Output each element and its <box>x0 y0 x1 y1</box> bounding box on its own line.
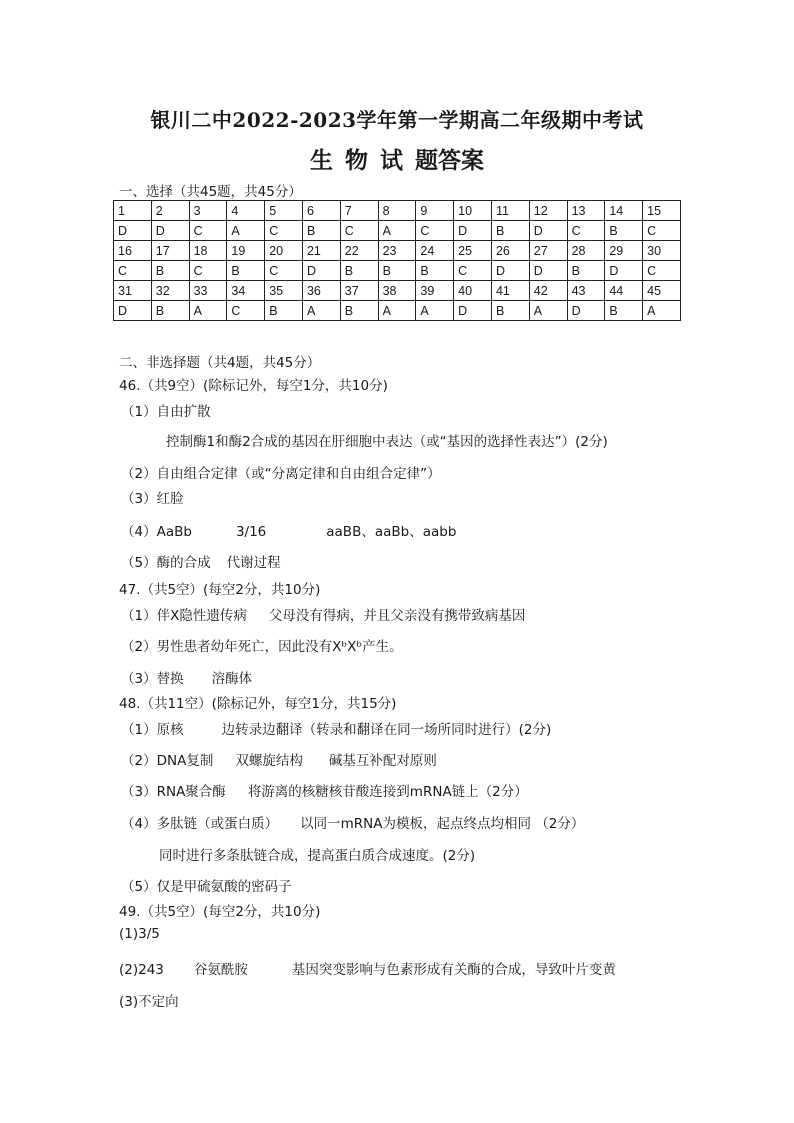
answer-cell: A <box>643 301 681 321</box>
answer-cell: A <box>189 301 227 321</box>
q46-answer-1b: 控制酶1和酶2合成的基因在肝细胞中表达（或“基因的选择性表达”）(2分) <box>166 434 608 450</box>
question-number-cell: 17 <box>151 241 189 261</box>
question-number-cell: 32 <box>151 281 189 301</box>
q49-answer-2 <box>119 958 616 978</box>
q48-answer-4b: 同时进行多条肽链合成，提高蛋白质合成速度。(2分) <box>159 848 476 864</box>
q48-answer-4 <box>121 812 584 832</box>
question-number-cell: 41 <box>491 281 529 301</box>
question-number-cell: 10 <box>454 201 492 221</box>
question-number-cell: 22 <box>340 241 378 261</box>
q46-answer-4-part: aaBB、aaBb、aabb <box>326 524 457 540</box>
question-number-cell: 40 <box>454 281 492 301</box>
subtitle-char: 试 <box>380 147 403 174</box>
q47-answer-1-part: （1）伴X隐性遗传病 <box>121 608 247 624</box>
answer-cell: D <box>454 301 492 321</box>
answer-cell: B <box>605 221 643 241</box>
question-number-cell: 31 <box>114 281 152 301</box>
question-number-cell: 35 <box>265 281 303 301</box>
question-number-cell: 25 <box>454 241 492 261</box>
q48-answer-2 <box>121 749 437 769</box>
answer-cell: C <box>114 261 152 281</box>
q48-answer-3-part: 将游离的核糖核苷酸连接到mRNA链上（2分） <box>247 784 528 800</box>
question-number-cell: 4 <box>227 201 265 221</box>
section-nonchoice-heading: 二、非选择题（共4题，共45分） <box>119 355 321 371</box>
question-number-cell: 8 <box>378 201 416 221</box>
answer-cell: C <box>643 261 681 281</box>
q48-answer-3-part: （3）RNA聚合酶 <box>121 784 226 800</box>
answer-cell: B <box>265 301 303 321</box>
answer-row <box>114 221 681 241</box>
q48-header: 48.（共11空）(除标记外，每空1分，共15分) <box>119 696 397 712</box>
question-number-cell: 11 <box>491 201 529 221</box>
question-number-cell: 30 <box>643 241 681 261</box>
q46-answer-5-part: 代谢过程 <box>226 555 281 571</box>
q46-answer-5 <box>121 551 281 571</box>
q48-answer-1-part: 边转录边翻译（转录和翻译在同一场所同时进行）(2分) <box>221 722 552 738</box>
q47-answer-3 <box>121 667 252 687</box>
question-number-cell: 1 <box>114 201 152 221</box>
q49-answer-2-part: 基因突变影响与色素形成有关酶的合成，导致叶片变黄 <box>291 962 616 978</box>
question-number-cell: 7 <box>340 201 378 221</box>
q46-answer-3: （3）红脸 <box>121 491 184 507</box>
q47-header: 47.（共5空）(每空2分，共10分) <box>119 582 321 598</box>
subtitle-char: 生 <box>310 147 333 174</box>
q48-answer-4-part: 以同一mRNA为模板，起点终点均相同 （2分） <box>300 816 585 832</box>
answer-cell: C <box>227 301 265 321</box>
question-number-cell: 5 <box>265 201 303 221</box>
q48-answer-4-part: （4）多肽链（或蛋白质） <box>121 816 279 832</box>
q49-answer-2-part: (2)243 <box>119 962 164 978</box>
question-number-cell: 33 <box>189 281 227 301</box>
page-title: 银川二中2022-2023学年第一学期高二年级期中考试 <box>150 108 644 132</box>
answer-cell: C <box>265 221 303 241</box>
answer-cell: A <box>227 221 265 241</box>
q49-answer-3: (3)不定向 <box>119 994 179 1010</box>
q46-header: 46.（共9空）(除标记外，每空1分，共10分) <box>119 378 388 394</box>
q49-answer-2-part: 谷氨酰胺 <box>193 962 248 978</box>
question-number-row <box>114 241 681 261</box>
question-number-cell: 3 <box>189 201 227 221</box>
answer-cell: A <box>529 301 567 321</box>
answer-cell: A <box>302 301 340 321</box>
question-number-cell: 12 <box>529 201 567 221</box>
answer-cell: D <box>491 261 529 281</box>
question-number-cell: 20 <box>265 241 303 261</box>
answer-cell: D <box>302 261 340 281</box>
answer-cell: B <box>491 301 529 321</box>
q49-header: 49.（共5空）(每空2分，共10分) <box>119 904 321 920</box>
answer-cell: B <box>416 261 454 281</box>
question-number-cell: 9 <box>416 201 454 221</box>
answer-cell: B <box>340 301 378 321</box>
answer-cell: C <box>454 261 492 281</box>
answer-cell: B <box>491 221 529 241</box>
q46-answer-2: （2）自由组合定律（或“分离定律和自由组合定律”） <box>121 466 441 482</box>
question-number-cell: 29 <box>605 241 643 261</box>
question-number-cell: 26 <box>491 241 529 261</box>
question-number-cell: 14 <box>605 201 643 221</box>
q47-answer-2: （2）男性患者幼年死亡，因此没有XᵇXᵇ产生。 <box>121 639 403 655</box>
q47-answer-1 <box>121 604 525 624</box>
question-number-cell: 19 <box>227 241 265 261</box>
q48-answer-2-part: 碱基互补配对原则 <box>328 753 437 769</box>
question-number-cell: 28 <box>567 241 605 261</box>
question-number-cell: 2 <box>151 201 189 221</box>
answer-cell: A <box>416 301 454 321</box>
answer-cell: C <box>189 261 227 281</box>
answer-cell: B <box>378 261 416 281</box>
question-number-cell: 27 <box>529 241 567 261</box>
q46-answer-4-part: 3/16 <box>235 524 267 540</box>
section-choice-heading: 一、选择（共45题，共45分） <box>119 184 302 200</box>
answer-cell: A <box>378 221 416 241</box>
question-number-cell: 24 <box>416 241 454 261</box>
question-number-cell: 43 <box>567 281 605 301</box>
answer-cell: C <box>567 221 605 241</box>
answer-cell: B <box>567 261 605 281</box>
question-number-cell: 44 <box>605 281 643 301</box>
answer-cell: B <box>151 301 189 321</box>
question-number-row <box>114 201 681 221</box>
subtitle-char: 题答案 <box>415 147 484 174</box>
q47-answer-3-part: 溶酶体 <box>211 671 253 687</box>
answer-row <box>114 261 681 281</box>
answer-cell: D <box>529 221 567 241</box>
question-number-cell: 15 <box>643 201 681 221</box>
answer-row <box>114 301 681 321</box>
question-number-cell: 13 <box>567 201 605 221</box>
answer-cell: B <box>227 261 265 281</box>
q48-answer-3 <box>121 780 528 800</box>
answer-cell: A <box>378 301 416 321</box>
q48-answer-1-part: （1）原核 <box>121 722 184 738</box>
answer-cell: B <box>340 261 378 281</box>
answer-table <box>113 200 681 321</box>
q48-answer-2-part: （2）DNA复制 <box>121 753 214 769</box>
page-subtitle <box>0 142 794 175</box>
answer-cell: C <box>189 221 227 241</box>
q46-answer-5-part: （5）酶的合成 <box>121 555 211 571</box>
answer-cell: C <box>643 221 681 241</box>
answer-cell: D <box>529 261 567 281</box>
question-number-cell: 36 <box>302 281 340 301</box>
q46-answer-1: （1）自由扩散 <box>121 404 211 420</box>
q49-answer-1: (1)3/5 <box>119 926 160 942</box>
question-number-cell: 6 <box>302 201 340 221</box>
answer-cell: D <box>114 221 152 241</box>
q48-answer-2-part: 双螺旋结构 <box>235 753 303 769</box>
question-number-cell: 16 <box>114 241 152 261</box>
answer-cell: C <box>416 221 454 241</box>
answer-cell: D <box>454 221 492 241</box>
q47-answer-3-part: （3）替换 <box>121 671 184 687</box>
subtitle-char: 物 <box>345 147 368 174</box>
q47-answer-1-part: 父母没有得病，并且父亲没有携带致病基因 <box>268 608 526 624</box>
question-number-cell: 21 <box>302 241 340 261</box>
question-number-row <box>114 281 681 301</box>
question-number-cell: 23 <box>378 241 416 261</box>
q46-answer-4 <box>121 520 456 540</box>
question-number-cell: 34 <box>227 281 265 301</box>
answer-cell: B <box>302 221 340 241</box>
answer-cell: D <box>114 301 152 321</box>
question-number-cell: 45 <box>643 281 681 301</box>
answer-cell: D <box>567 301 605 321</box>
q48-answer-5: （5）仅是甲硫氨酸的密码子 <box>121 879 292 895</box>
answer-cell: D <box>605 261 643 281</box>
answer-cell: C <box>265 261 303 281</box>
question-number-cell: 38 <box>378 281 416 301</box>
answer-cell: B <box>151 261 189 281</box>
answer-cell: C <box>340 221 378 241</box>
question-number-cell: 39 <box>416 281 454 301</box>
question-number-cell: 42 <box>529 281 567 301</box>
q48-answer-1 <box>121 718 551 738</box>
question-number-cell: 18 <box>189 241 227 261</box>
answer-cell: B <box>605 301 643 321</box>
question-number-cell: 37 <box>340 281 378 301</box>
answer-cell: D <box>151 221 189 241</box>
q46-answer-4-part: （4）AaBb <box>121 524 192 540</box>
